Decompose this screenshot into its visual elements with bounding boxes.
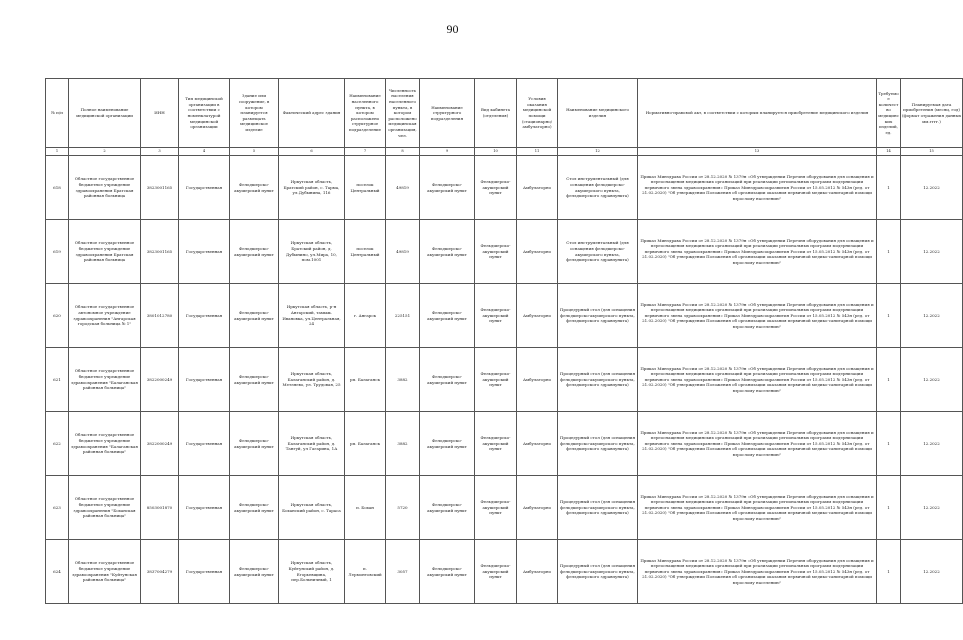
col-header: Планируемая дата приобретения (месяц, год) (формат отражения данных мм.гггг.) xyxy=(901,79,963,148)
table-row xyxy=(46,284,963,348)
quantity: 1 xyxy=(877,476,901,540)
row-number: 619 xyxy=(46,220,69,284)
col-header: Условия оказания медицинской помощи (стационарно/амбулаторно) xyxy=(517,79,558,148)
device-name: Процедурный стол (для оснащения фельдшерско-акушерского пункта, фельдшерского здравпункта) xyxy=(558,476,638,540)
address: Иркутская область, Куйтунский район, д. Егорьевщина, пер.Больничный, 1 xyxy=(279,540,345,604)
col-number: 5 xyxy=(230,148,279,156)
col-header: Наименование структурного подразделения xyxy=(420,79,475,148)
org-name: Областное государственное бюджетное учреждение здравоохранения Братская районная больница xyxy=(69,156,141,220)
address: Иркутская область, Братский район, с. Тарма, ул.Дубынина, 116 xyxy=(279,156,345,220)
row-number: 618 xyxy=(46,156,69,220)
table-row xyxy=(46,476,963,540)
device-name: Процедурный стол (для оснащения фельдшерско-акушерского пункта, фельдшерского здравпункта) xyxy=(558,348,638,412)
org-name: Областное государственное бюджетное учреждение здравоохранения "Боханская районная больница" xyxy=(69,476,141,540)
purchase-date: 12.2022 xyxy=(901,412,963,476)
org-type: Государственная xyxy=(179,156,230,220)
care-conditions: Амбулаторно xyxy=(517,156,558,220)
inn: 3823001165 xyxy=(141,156,179,220)
col-header: Полное наименование медицинской организации xyxy=(69,79,141,148)
building: Фельдшерско-акушерский пункт xyxy=(230,284,279,348)
col-number: 2 xyxy=(69,148,141,156)
col-number: 4 xyxy=(179,148,230,156)
cabinet-type: Фельдшерско-акушерский пункт xyxy=(475,412,517,476)
unit-name: Фельдшерско-акушерский пункт xyxy=(420,156,475,220)
purchase-date: 12.2022 xyxy=(901,156,963,220)
device-name: Процедурный стол (для оснащения фельдшерско-акушерского пункта, фельдшерского здравпункта) xyxy=(558,540,638,604)
population: 49819 xyxy=(386,156,420,220)
col-header: Тип медицинской организации в соответствии с номенклатурой медицинской организации xyxy=(179,79,230,148)
unit-name: Фельдшерско-акушерский пункт xyxy=(420,412,475,476)
locality: поселок Центральный xyxy=(345,220,386,284)
locality: поселок Центральный xyxy=(345,156,386,220)
quantity: 1 xyxy=(877,220,901,284)
col-number: 7 xyxy=(345,148,386,156)
org-type: Государственная xyxy=(179,220,230,284)
inn: 3823001165 xyxy=(141,220,179,284)
population: 49819 xyxy=(386,220,420,284)
device-name: Стол инструментальный (для оснащения фельдшерско-акушерского пункта, фельдшерского здравпункта) xyxy=(558,156,638,220)
row-number: 621 xyxy=(46,348,69,412)
cabinet-type: Фельдшерско-акушерский пункт xyxy=(475,348,517,412)
unit-name: Фельдшерско-акушерский пункт xyxy=(420,476,475,540)
col-number: 1 xyxy=(46,148,69,156)
address: Иркутская область, Балаганский район, д. Метляево, ул. Трудовая, 25 xyxy=(279,348,345,412)
population: 5720 xyxy=(386,476,420,540)
care-conditions: Амбулаторно xyxy=(517,348,558,412)
quantity: 1 xyxy=(877,156,901,220)
col-number: 10 xyxy=(475,148,517,156)
cabinet-type: Фельдшерско-акушерский пункт xyxy=(475,156,517,220)
col-number: 11 xyxy=(517,148,558,156)
device-name: Процедурный стол (для оснащения фельдшерско-акушерского пункта, фельдшерского здравпункта) xyxy=(558,284,638,348)
org-name: Областное государственное автономное учреждение здравоохранения "Ангарская городская больница № 1" xyxy=(69,284,141,348)
quantity: 1 xyxy=(877,412,901,476)
purchase-date: 12.2022 xyxy=(901,284,963,348)
org-name: Областное государственное бюджетное учреждение здравоохранения "Куйтунская районная больница" xyxy=(69,540,141,604)
care-conditions: Амбулаторно xyxy=(517,284,558,348)
col-header: Нормативно-правовой акт, в соответствии с которым планируется приобретение медицинского изделия xyxy=(638,79,877,148)
building: Фельдшерско-акушерский пункт xyxy=(230,476,279,540)
care-conditions: Амбулаторно xyxy=(517,476,558,540)
equipment-table xyxy=(45,78,963,604)
address: Иркутская область, р-н Ангарский, тамыж. Ивановка, ул.Центральная, 24 xyxy=(279,284,345,348)
table-row xyxy=(46,348,963,412)
page-number: 90 xyxy=(446,22,459,36)
table-row xyxy=(46,220,963,284)
col-number: 13 xyxy=(638,148,877,156)
locality: рп. Балаганск xyxy=(345,348,386,412)
org-name: Областное государственное бюджетное учреждение здравоохранения "Балаганская районная больница" xyxy=(69,348,141,412)
quantity: 1 xyxy=(877,284,901,348)
col-header: ИНН xyxy=(141,79,179,148)
locality: рп. Балаганск xyxy=(345,412,386,476)
purchase-date: 12.2022 xyxy=(901,348,963,412)
population: 3882 xyxy=(386,348,420,412)
col-number: 15 xyxy=(901,148,963,156)
purchase-date: 12.2022 xyxy=(901,220,963,284)
col-header: Требуемое количество медицинских изделий, ед. xyxy=(877,79,901,148)
col-header: Вид кабинета (отделения) xyxy=(475,79,517,148)
org-name: Областное государственное бюджетное учреждение здравоохранения Братская районная больница xyxy=(69,220,141,284)
cabinet-type: Фельдшерско-акушерский пункт xyxy=(475,220,517,284)
device-name: Стол инструментальный (для оснащения фельдшерско-акушерского пункта, фельдшерского здравпункта) xyxy=(558,220,638,284)
row-number: 623 xyxy=(46,476,69,540)
col-number: 8 xyxy=(386,148,420,156)
address: Иркутская область, Боханский район, с. Тараса xyxy=(279,476,345,540)
inn: 3801012780 xyxy=(141,284,179,348)
table-body xyxy=(46,156,963,604)
col-header: Наименование населенного пункта, в котором расположено структурное подразделение xyxy=(345,79,386,148)
legal-act: Приказ Минздрава России от 28.12.2020 № 1379н «Об утверждении Перечня оборудования для оснащения и переоснащения медицинских организаций при реализации региональных программ модернизации первичного звена здравоохранения» Приказ Минздравсоцразвития России от 15.05.2012 № 543н (ред. от 21.02.2020) "Об утверждении Положения об организации оказания первичной медико-санитарной помощи взрослому населению" xyxy=(638,412,877,476)
population: 3882 xyxy=(386,412,420,476)
inn: 8503001870 xyxy=(141,476,179,540)
table-row xyxy=(46,412,963,476)
locality: п. Бохан xyxy=(345,476,386,540)
building: Фельдшерско-акушерский пункт xyxy=(230,348,279,412)
cabinet-type: Фельдшерско-акушерский пункт xyxy=(475,540,517,604)
table-row xyxy=(46,540,963,604)
col-number: 9 xyxy=(420,148,475,156)
purchase-date: 12.2022 xyxy=(901,476,963,540)
col-number: 6 xyxy=(279,148,345,156)
population: 3057 xyxy=(386,540,420,604)
row-number: 620 xyxy=(46,284,69,348)
col-header: № п/п xyxy=(46,79,69,148)
purchase-date: 12.2022 xyxy=(901,540,963,604)
legal-act: Приказ Минздрава России от 28.12.2020 № 1379н «Об утверждении Перечня оборудования для оснащения и переоснащения медицинских организаций при реализации региональных программ модернизации первичного звена здравоохранения» Приказ Минздравсоцразвития России от 15.05.2012 № 543н (ред. от 21.02.2020) "Об утверждении Положения об организации оказания первичной медико-санитарной помощи взрослому населению" xyxy=(638,540,877,604)
inn: 3837004279 xyxy=(141,540,179,604)
row-number: 624 xyxy=(46,540,69,604)
col-header: Фактический адрес здания xyxy=(279,79,345,148)
org-type: Государственная xyxy=(179,476,230,540)
org-name: Областное государственное бюджетное учреждение здравоохранения "Балаганская районная больница" xyxy=(69,412,141,476)
col-header: Наименование медицинского изделия xyxy=(558,79,638,148)
address: Иркутская область, Братский район, д. Дубынино, ул.Мира, 10, пом.1001 xyxy=(279,220,345,284)
unit-name: Фельдшерско-акушерский пункт xyxy=(420,284,475,348)
row-number: 622 xyxy=(46,412,69,476)
col-number: 14 xyxy=(877,148,901,156)
table-row xyxy=(46,156,963,220)
building: Фельдшерско-акушерский пункт xyxy=(230,156,279,220)
legal-act: Приказ Минздрава России от 28.12.2020 № 1379н «Об утверждении Перечня оборудования для оснащения и переоснащения медицинских организаций при реализации региональных программ модернизации первичного звена здравоохранения» Приказ Минздравсоцразвития России от 15.05.2012 № 543н (ред. от 21.02.2020) "Об утверждении Положения об организации оказания первичной медико-санитарной помощи взрослому населению" xyxy=(638,220,877,284)
unit-name: Фельдшерско-акушерский пункт xyxy=(420,348,475,412)
cabinet-type: Фельдшерско-акушерский пункт xyxy=(475,476,517,540)
legal-act: Приказ Минздрава России от 28.12.2020 № 1379н «Об утверждении Перечня оборудования для оснащения и переоснащения медицинских организаций при реализации региональных программ модернизации первичного звена здравоохранения» Приказ Минздравсоцразвития России от 15.05.2012 № 543н (ред. от 21.02.2020) "Об утверждении Положения об организации оказания первичной медико-санитарной помощи взрослому населению" xyxy=(638,476,877,540)
quantity: 1 xyxy=(877,348,901,412)
header-row xyxy=(46,79,963,148)
inn: 3822000249 xyxy=(141,348,179,412)
col-header: Численность населения населенного пункта, в котором расположено медицинская организация, чел. xyxy=(386,79,420,148)
care-conditions: Амбулаторно xyxy=(517,412,558,476)
population: 225151 xyxy=(386,284,420,348)
locality: г. Ангарск xyxy=(345,284,386,348)
inn: 3822000249 xyxy=(141,412,179,476)
care-conditions: Амбулаторно xyxy=(517,220,558,284)
cabinet-type: Фельдшерско-акушерский пункт xyxy=(475,284,517,348)
column-number-row xyxy=(46,148,963,156)
org-type: Государственная xyxy=(179,284,230,348)
org-type: Государственная xyxy=(179,348,230,412)
col-number: 3 xyxy=(141,148,179,156)
care-conditions: Амбулаторно xyxy=(517,540,558,604)
legal-act: Приказ Минздрава России от 28.12.2020 № 1379н «Об утверждении Перечня оборудования для оснащения и переоснащения медицинских организаций при реализации региональных программ модернизации первичного звена здравоохранения» Приказ Минздравсоцразвития России от 15.05.2012 № 543н (ред. от 21.02.2020) "Об утверждении Положения об организации оказания первичной медико-санитарной помощи взрослому населению" xyxy=(638,156,877,220)
locality: п. Лермонтовский xyxy=(345,540,386,604)
org-type: Государственная xyxy=(179,412,230,476)
col-number: 12 xyxy=(558,148,638,156)
legal-act: Приказ Минздрава России от 28.12.2020 № 1379н «Об утверждении Перечня оборудования для оснащения и переоснащения медицинских организаций при реализации региональных программ модернизации первичного звена здравоохранения» Приказ Минздравсоцразвития России от 15.05.2012 № 543н (ред. от 21.02.2020) "Об утверждении Положения об организации оказания первичной медико-санитарной помощи взрослому населению" xyxy=(638,348,877,412)
unit-name: Фельдшерско-акушерский пункт xyxy=(420,220,475,284)
building: Фельдшерско-акушерский пункт xyxy=(230,540,279,604)
org-type: Государственная xyxy=(179,540,230,604)
building: Фельдшерско-акушерский пункт xyxy=(230,412,279,476)
building: Фельдшерско-акушерский пункт xyxy=(230,220,279,284)
address: Иркутская область, Балаганский район, д. Тангуй, ул Гагарина, 1А xyxy=(279,412,345,476)
col-header: Здание или сооружение, в котором планируется размещать медицинское изделие xyxy=(230,79,279,148)
device-name: Процедурный стол (для оснащения фельдшерско-акушерского пункта, фельдшерского здравпункта) xyxy=(558,412,638,476)
quantity: 1 xyxy=(877,540,901,604)
unit-name: Фельдшерско-акушерский пункт xyxy=(420,540,475,604)
legal-act: Приказ Минздрава России от 28.12.2020 № 1379н «Об утверждении Перечня оборудования для оснащения и переоснащения медицинских организаций при реализации региональных программ модернизации первичного звена здравоохранения» Приказ Минздравсоцразвития России от 15.05.2012 № 543н (ред. от 21.02.2020) "Об утверждении Положения об организации оказания первичной медико-санитарной помощи взрослому населению" xyxy=(638,284,877,348)
